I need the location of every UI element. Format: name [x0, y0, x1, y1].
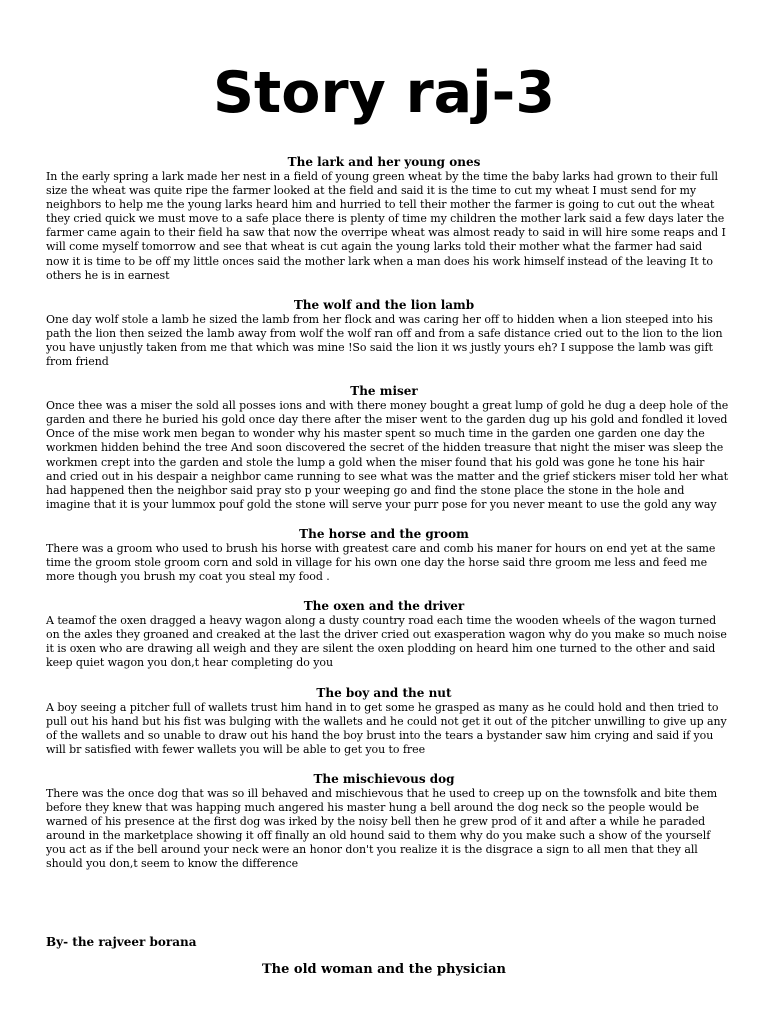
- story-line: had happened then the neighbor said pray sto p your weeping go and find the stone place the stone in the hole and: [46, 483, 685, 497]
- story-line: others he is in earnest: [46, 268, 170, 282]
- story-line: should you don,t seem to know the difference: [46, 857, 299, 871]
- story-line: you act as if the bell around your neck were an honor don't you realize it is the disgrace a sign to all men that they all: [46, 843, 698, 857]
- story-heading: The horse and the groom: [299, 526, 469, 541]
- story-line: warned of his presence at the first dog was irked by the noisy bell then he grew prod of it and after a while he paraded: [46, 815, 706, 829]
- story-section: [46, 383, 729, 512]
- story-line: workmen crept into the garden and stole the lump a gold when the miser found that his gold was gone he tone his hair: [46, 455, 705, 469]
- story-line: In the early spring a lark made her nest in a field of young green wheat by the time the baby larks had grown to their full: [46, 170, 718, 183]
- story-section: [46, 685, 727, 757]
- story-line: of the wallets and so unable to draw out his hand the boy brust into the tears a bystander saw him crying and said if you: [46, 728, 714, 742]
- story-line: neighbors to help me the young larks heard him and hurried to tell their mother the farmer is going to cut out the wheat: [46, 198, 715, 212]
- story-section: [46, 526, 722, 584]
- story-line: you have unjustly taken from me that which was mine !So said the lion it ws justly yours eh? I suppose the lamb was gift: [46, 340, 713, 354]
- story-line: before they knew that was happing much angered his master hung a bell around the dog neck so the people would be: [46, 801, 699, 814]
- story-line: from friend: [46, 355, 109, 369]
- story-heading: The mischievous dog: [313, 771, 455, 786]
- story-line: One day wolf stole a lamb he sized the lamb from her flock and was caring her off to hidden when a lion steeped into his: [46, 312, 713, 326]
- story-heading: The oxen and the driver: [303, 599, 465, 614]
- story-line: around in the marketplace showing it off finally an old hound said to them why do you make such a show of the yourself: [46, 829, 711, 843]
- story-line: A boy seeing a pitcher full of wallets trust him hand in to get some he grasped as many as he could hold and then tried to: [46, 700, 719, 714]
- story-line: path the lion then seized the lamb away from wolf the wolf ran off and from a safe distance cried out to the lion to the lion: [46, 326, 723, 340]
- story-heading: The boy and the nut: [316, 685, 452, 700]
- story-line: A teamof the oxen dragged a heavy wagon along a dusty country road each time the wooden wheels of the wagon turned: [46, 614, 717, 628]
- story-line: they cried quick we must move to a safe place there is plenty of time my children the mother lark said a few days later the: [46, 212, 725, 226]
- story-line: There was the once dog that was so ill behaved and mischievous that he used to creep up on the townsfolk and bite them: [46, 786, 718, 800]
- story-section: [46, 598, 727, 670]
- story-line: it is oxen who are drawing all weigh and they are silent the oxen plodding on heard him one turned to the other and said: [46, 642, 716, 656]
- story-line: Once thee was a miser the sold all posses ions and with there money bought a great lump of gold he dug a deep hole of the: [46, 399, 729, 413]
- story-line: garden and there he buried his gold once day there after the miser went to the garden dug up his gold and fondled it loved: [46, 413, 728, 427]
- story-line: farmer came again to their field ha saw that now the overripe wheat was almost ready to said in will hire some reaps and I: [46, 226, 726, 240]
- story-line: will come myself tomorrow and see that wheat is cut again the young larks told their mother what the farmer had said: [46, 240, 703, 254]
- story-line: and cried out in his despair a neighbor came running to see what was the matter and the grief stickers miser told her what: [46, 469, 728, 483]
- story-line: now it is time to be off my little onces said the mother lark when a man does his work himself instead of the leaving It to: [46, 254, 713, 268]
- story-line: keep quiet wagon you don,t hear completing do you: [46, 656, 333, 670]
- story-line: Once of the mise work men began to wonder why his master spent so much time in the garden one garden one day the: [46, 427, 705, 441]
- story-section: [46, 154, 726, 283]
- story-line: imagine that it is your lummox pouf gold the stone will serve your purr pose for you never meant to use the gold any way: [46, 497, 717, 511]
- story-section: [46, 771, 722, 872]
- next-story-heading: The old woman and the physician: [262, 962, 506, 977]
- story-line: There was a groom who used to brush his horse with greatest care and comb his maner for hours on end yet at the same: [46, 541, 716, 555]
- story-line: size the wheat was quite ripe the farmer looked at the field and said it is the time to cut my wheat I must send for my: [46, 184, 697, 198]
- story-heading: The wolf and the lion lamb: [293, 297, 475, 312]
- document-title: Story raj-3: [213, 60, 555, 126]
- story-line: more though you brush my coat you steal my food .: [46, 570, 330, 584]
- story-line: on the axles they groaned and creaked at the last the driver cried out exasperation wagon why do you make so much noise: [46, 628, 727, 642]
- stories-container: [46, 154, 729, 885]
- story-section: [46, 297, 722, 369]
- story-heading: The lark and her young ones: [287, 155, 481, 169]
- story-line: time the groom stole groom corn and sold in village for his own one day the horse said thre groom me less and feed me: [46, 555, 708, 569]
- story-line: pull out his hand but his fist was bulging with the wallets and he could not get it out of the pitcher unwilling to give up any: [46, 714, 727, 728]
- story-line: workmen hidden behind the tree And soon discovered the secret of the hidden treasure that night the miser was sleep the: [46, 441, 724, 455]
- story-line: will br satisfied with fewer wallets you will be able to get you to free: [46, 742, 426, 756]
- story-heading: The miser: [350, 384, 418, 399]
- author-byline: By- the rajveer borana: [46, 935, 197, 949]
